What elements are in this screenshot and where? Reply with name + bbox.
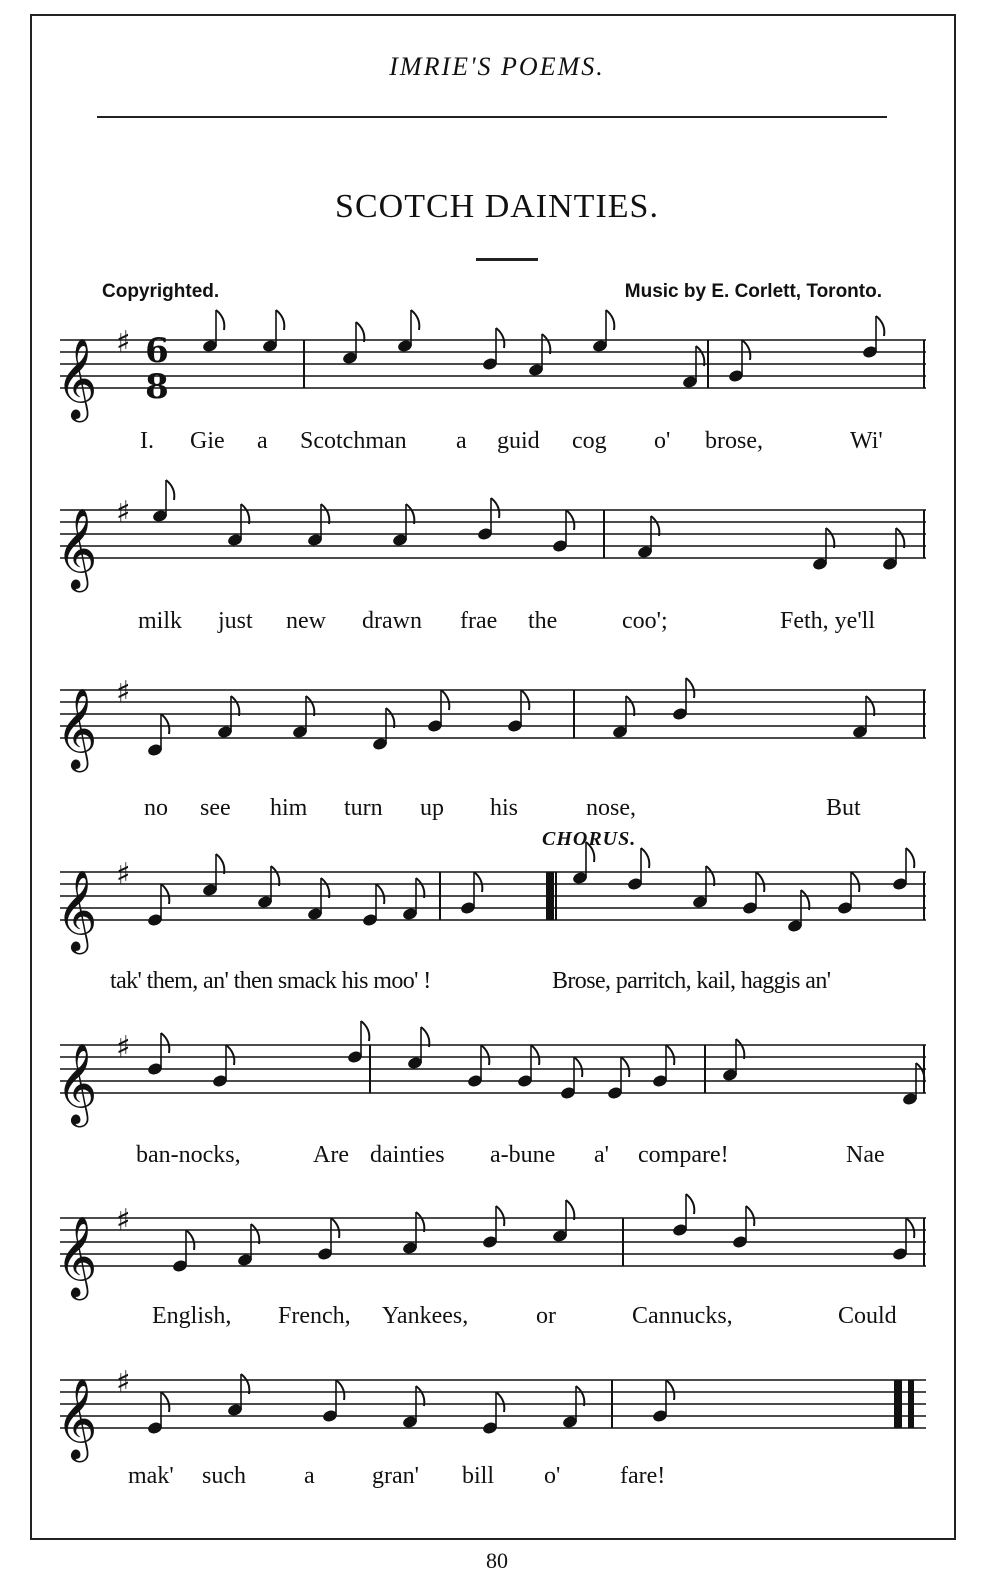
note-flag (161, 714, 169, 734)
treble-clef-icon: 𝄞 (56, 337, 98, 419)
lyric-word: drawn (362, 608, 422, 634)
note-flag (186, 1230, 194, 1250)
note-flag (231, 696, 239, 716)
staff-6 (56, 1203, 926, 1297)
sharp-icon: ♯ (116, 675, 131, 710)
staff-3 (56, 675, 926, 769)
note-flag (866, 696, 874, 716)
note-flag (746, 1206, 754, 1226)
lyric-line: Brose, parritch, kail, haggis an' (552, 968, 831, 994)
lyric-word: compare! (638, 1142, 729, 1168)
note-flag (441, 690, 449, 710)
lyric-word: Wi' (850, 428, 883, 454)
note-flag (321, 878, 329, 898)
music-credit: Music by E. Corlett, Toronto. (624, 281, 882, 302)
note-flag (576, 1386, 584, 1406)
note-flag (742, 340, 750, 360)
note-flag (496, 328, 504, 348)
note-flag (306, 696, 314, 716)
treble-clef-icon: 𝄞 (56, 1215, 98, 1297)
note-flag (474, 872, 482, 892)
running-head: IMRIE'S POEMS. (389, 52, 605, 81)
note-flag (416, 1212, 424, 1232)
lyric-word: brose, (705, 428, 763, 454)
note-flag (542, 334, 550, 354)
staff-4 (56, 857, 926, 951)
treble-clef-icon: 𝄞 (56, 687, 98, 769)
staff-1 (56, 325, 926, 419)
lyric-word: coo'; (622, 608, 668, 634)
lyric-word: up (420, 795, 444, 821)
lyric-line: tak' them, an' then smack his moo' ! (110, 968, 431, 994)
lyric-word: o' (544, 1463, 561, 1489)
note-flag (481, 1045, 489, 1065)
lyric-word: Nae (846, 1142, 885, 1168)
sharp-icon: ♯ (116, 1030, 131, 1065)
note-flag (386, 708, 394, 728)
note-flag (161, 1392, 169, 1412)
lyric-word: o' (654, 428, 671, 454)
lyric-word: Scotchman (300, 428, 407, 454)
lyric-word: no (144, 795, 168, 821)
note-flag (496, 1206, 504, 1226)
note-flag (666, 1045, 674, 1065)
title-rule (476, 258, 538, 261)
note-flag (686, 678, 694, 698)
sharp-icon: ♯ (116, 325, 131, 360)
lyric-word: see (200, 795, 231, 821)
sharp-icon: ♯ (116, 1203, 131, 1238)
note-flag (161, 1033, 169, 1053)
note-flag (496, 1392, 504, 1412)
lyric-word: Are (313, 1142, 349, 1168)
lyric-verse-number: I. (140, 428, 154, 454)
lyric-word: Could (838, 1303, 897, 1329)
note-flag (896, 528, 904, 548)
lyric-word: nose, (586, 795, 636, 821)
lyric-word: Cannucks, (632, 1303, 733, 1329)
lyric-word: a (304, 1463, 315, 1489)
treble-clef-icon: 𝄞 (56, 1042, 98, 1124)
lyric-word: guid (497, 428, 540, 454)
lyric-word: English, (152, 1303, 232, 1329)
lyric-word: Feth, ye'll (780, 608, 875, 634)
final-barline (894, 1380, 902, 1428)
lyric-word: Gie (190, 428, 225, 454)
note-flag (651, 516, 659, 536)
lyric-word: a-bune (490, 1142, 556, 1168)
note-flag (491, 498, 499, 518)
note-flag (756, 872, 764, 892)
note-flag (706, 866, 714, 886)
lyric-word: the (528, 608, 558, 634)
note-flag (574, 1057, 582, 1077)
note-flag (666, 1380, 674, 1400)
sharp-icon: ♯ (116, 857, 131, 892)
note-flag (621, 1057, 629, 1077)
copyright-notice: Copyrighted. (102, 281, 220, 302)
note-flag (336, 1380, 344, 1400)
lyric-word: a' (594, 1142, 609, 1168)
lyric-word: just (218, 608, 253, 634)
note-flag (416, 878, 424, 898)
note-flag (406, 504, 414, 524)
staff-7 (56, 1365, 926, 1459)
lyric-word: French, (278, 1303, 351, 1329)
note-flag (241, 504, 249, 524)
note-flag (626, 696, 634, 716)
lyric-word: mak' (128, 1463, 174, 1489)
time-signature-bottom: 8 (145, 367, 169, 407)
lyric-word: him (270, 795, 308, 821)
sharp-icon: ♯ (116, 495, 131, 530)
page-title: SCOTCH DAINTIES. (335, 188, 659, 225)
lyric-word: turn (344, 795, 383, 821)
treble-clef-icon: 𝄞 (56, 869, 98, 951)
chorus-barline (546, 872, 554, 920)
page-number: 80 (486, 1548, 508, 1573)
note-flag (241, 1374, 249, 1394)
note-flag (851, 872, 859, 892)
note-flag (521, 690, 529, 710)
lyric-word: cog (572, 428, 607, 454)
note-flag (906, 1218, 914, 1238)
note-flag (696, 346, 704, 366)
lyric-word: or (536, 1303, 556, 1329)
note-flag (416, 1386, 424, 1406)
sharp-icon: ♯ (116, 1365, 131, 1400)
note-flag (826, 528, 834, 548)
note-flag (161, 884, 169, 904)
note-flag (736, 1039, 744, 1059)
final-barline (908, 1380, 914, 1428)
note-flag (251, 1224, 259, 1244)
treble-clef-icon: 𝄞 (56, 507, 98, 589)
chorus-label: CHORUS. (542, 828, 637, 850)
header-rule (97, 116, 887, 118)
lyric-word: Yankees, (382, 1303, 469, 1329)
note-flag (271, 866, 279, 886)
note-flag (226, 1045, 234, 1065)
lyric-word: a (456, 428, 467, 454)
note-flag (376, 884, 384, 904)
note-flag (801, 890, 809, 910)
staff-5 (56, 1030, 926, 1124)
note-flag (321, 504, 329, 524)
lyric-word: ban-nocks, (136, 1142, 241, 1168)
treble-clef-icon: 𝄞 (56, 1377, 98, 1459)
lyric-word: new (286, 608, 326, 634)
staff-2 (56, 495, 926, 589)
lyric-word: But (826, 795, 861, 821)
lyric-word: frae (460, 608, 498, 634)
lyric-word: milk (138, 608, 183, 634)
lyric-word: dainties (370, 1142, 445, 1168)
lyric-word: his (490, 795, 519, 821)
lyric-word: such (202, 1463, 246, 1489)
note-flag (331, 1218, 339, 1238)
note-flag (566, 510, 574, 530)
time-signature-top: 6 (145, 331, 169, 371)
note-flag (531, 1045, 539, 1065)
lyric-word: bill (462, 1463, 495, 1489)
music-system-3 (56, 675, 926, 810)
lyric-word: gran' (372, 1463, 419, 1489)
time-signature (142, 333, 172, 405)
lyric-word: a (257, 428, 268, 454)
lyric-word: fare! (620, 1463, 666, 1489)
